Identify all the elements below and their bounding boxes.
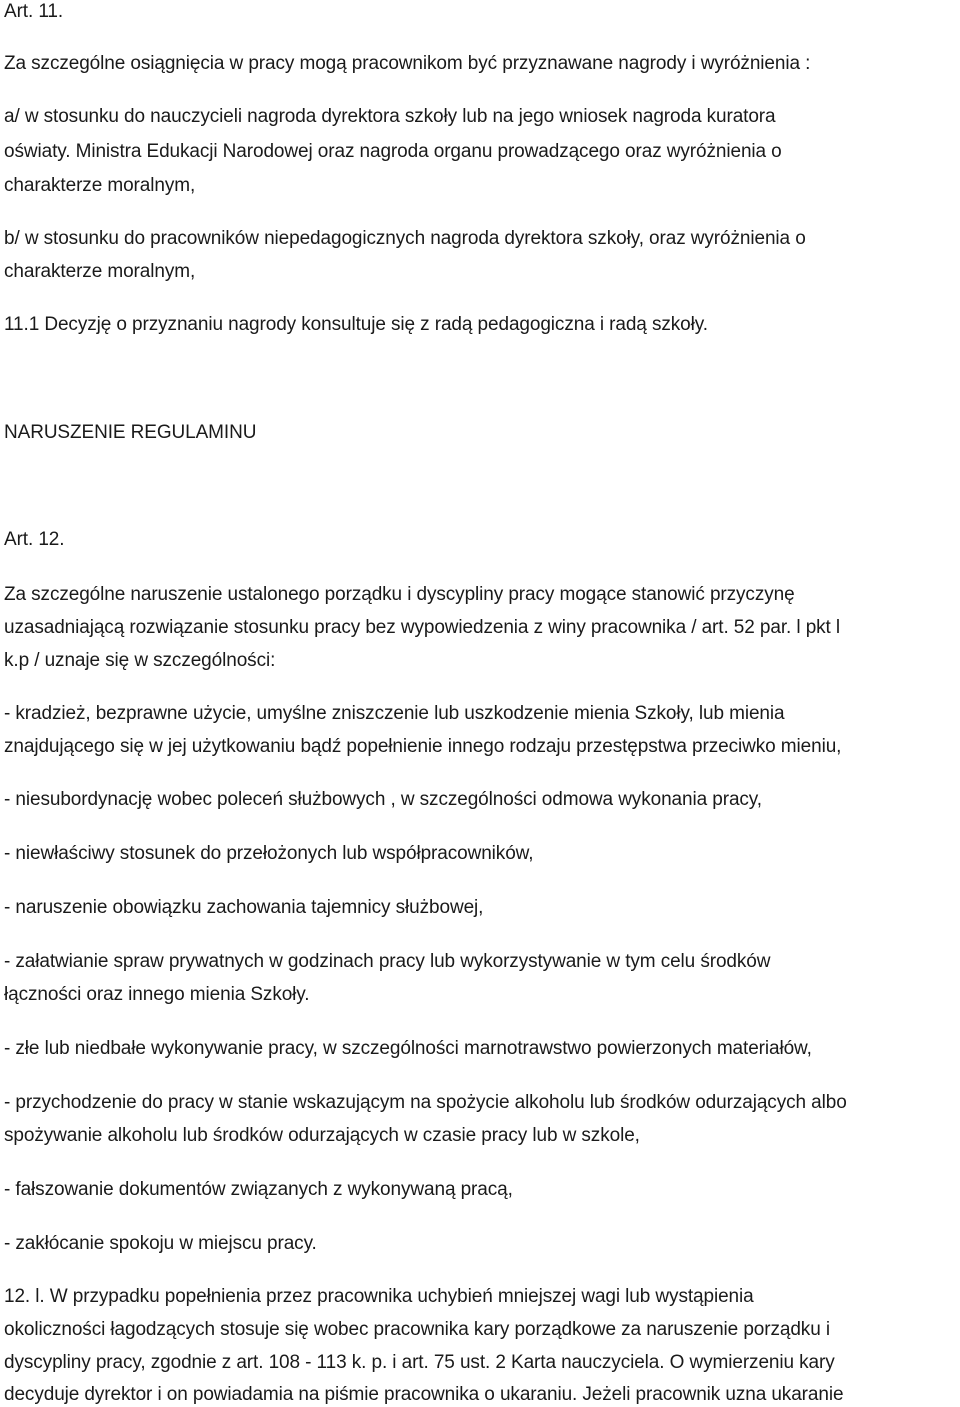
list-item: - naruszenie obowiązku zachowania tajemnicy służbowej, — [4, 897, 484, 918]
text-line: okoliczności łagodzących stosuje się wobec pracownika kary porządkowe za naruszenie porządku i — [4, 1319, 830, 1340]
list-item: - przychodzenie do pracy w stanie wskazującym na spożycie alkoholu lub środków odurzających albo — [4, 1092, 847, 1113]
text-line: oświaty. Ministra Edukacji Narodowej oraz nagroda organu prowadzącego oraz wyróżnienia o — [4, 141, 782, 162]
text-line: uzasadniającą rozwiązanie stosunku pracy bez wypowiedzenia z winy pracownika / art. 52 par. l pkt l — [4, 617, 841, 638]
text-line: charakterze moralnym, — [4, 261, 196, 282]
text-line: Za szczególne naruszenie ustalonego porządku i dyscypliny pracy mogące stanowić przyczynę — [4, 584, 795, 605]
list-item: - załatwianie spraw prywatnych w godzinach pracy lub wykorzystywanie w tym celu środków — [4, 951, 771, 972]
list-item-continuation: spożywanie alkoholu lub środków odurzających w czasie pracy lub w szkole, — [4, 1125, 640, 1146]
text-line: 12. l. W przypadku popełnienia przez pracownika uchybień mniejszej wagi lub wystąpienia — [4, 1286, 754, 1307]
text-line: dyscypliny pracy, zgodnie z art. 108 - 113 k. p. i art. 75 ust. 2 Karta nauczyciela. O wymierzeniu kary — [4, 1352, 835, 1373]
article-11-heading: Art. 11. — [4, 1, 64, 22]
section-heading: NARUSZENIE REGULAMINU — [4, 422, 257, 443]
list-item: - złe lub niedbałe wykonywanie pracy, w szczególności marnotrawstwo powierzonych materiałów, — [4, 1038, 812, 1059]
article-12-heading: Art. 12. — [4, 529, 65, 550]
list-item: - zakłócanie spokoju w miejscu pracy. — [4, 1233, 317, 1254]
list-item: - fałszowanie dokumentów związanych z wykonywaną pracą, — [4, 1179, 513, 1200]
text-line: k.p / uznaje się w szczególności: — [4, 650, 276, 671]
text-line: 11.1 Decyzję o przyznaniu nagrody konsultuje się z radą pedagogiczna i radą szkoły. — [4, 314, 708, 335]
list-item-continuation: znajdującego się w jej użytkowaniu bądź popełnienie innego rodzaju przestępstwa przeciwko mieniu, — [4, 736, 842, 757]
text-line: a/ w stosunku do nauczycieli nagroda dyrektora szkoły lub na jego wniosek nagroda kuratora — [4, 106, 776, 127]
list-item: - niewłaściwy stosunek do przełożonych lub współpracowników, — [4, 843, 534, 864]
article-11-intro: Za szczególne osiągnięcia w pracy mogą pracownikom być przyznawane nagrody i wyróżnienia : — [4, 53, 811, 74]
list-item-continuation: łączności oraz innego mienia Szkoły. — [4, 984, 310, 1005]
list-item: - kradzież, bezprawne użycie, umyślne zniszczenie lub uszkodzenie mienia Szkoły, lub mienia — [4, 703, 785, 724]
text-line: decyduje dyrektor i on powiadamia na piśmie pracownika o ukaraniu. Jeżeli pracownik uzna ukaranie — [4, 1384, 844, 1405]
list-item: - niesubordynację wobec poleceń służbowych , w szczególności odmowa wykonania pracy, — [4, 789, 762, 810]
text-line: charakterze moralnym, — [4, 175, 196, 196]
text-line: b/ w stosunku do pracowników niepedagogicznych nagroda dyrektora szkoły, oraz wyróżnienia o — [4, 228, 806, 249]
